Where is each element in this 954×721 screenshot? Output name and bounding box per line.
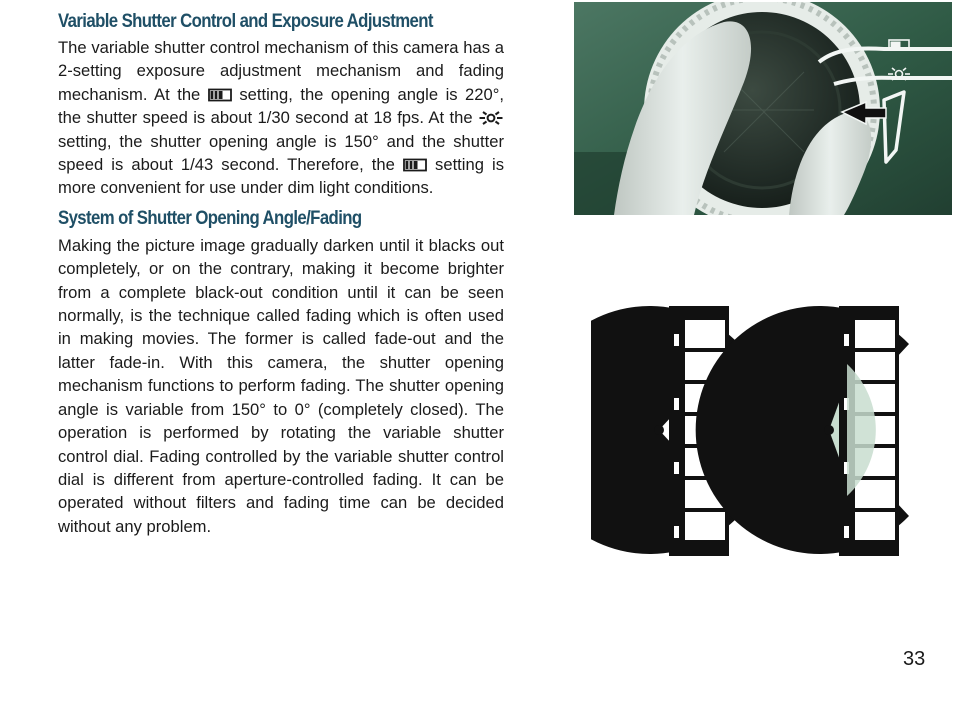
page-number: 33: [903, 648, 926, 670]
section-heading-variable-shutter: Variable Shutter Control and Exposure Adjustment: [58, 10, 433, 32]
text-column: [58, 6, 504, 538]
variable-shutter-paragraph: The variable shutter control mechanism of this camera has a 2-setting exposure adjustment mechanism and fading mechanism. At the setting, the opening angle is 220°, the shutter speed is about 1/30 second at 18 fps. At the setting, the shutter opening angle is 150° and the shutter speed is about 1/43 second. Therefore, the setting is more convenient for use under dim light conditions.: [58, 38, 504, 198]
shutter-fading-diagram: [591, 306, 921, 556]
low-light-setting-icon: [208, 88, 232, 102]
section-heading-fading: System of Shutter Opening Angle/Fading: [58, 206, 362, 229]
fading-paragraph: Making the picture image gradually darken until it blacks out completely, or on the contrary, making it become brighter from a complete black-out condition until it can be seen normally, is the technique called fading which is often used in making movies. The former is called fade-out and the latter fade-in. With this camera, the shutter opening mechanism functions to perform fading. The shutter opening angle is variable from 150° to 0° (completely closed). The operation is performed by rotating the variable shutter control dial. Fading controlled by the variable shutter control dial is different from aperture-controlled fading. It can be operated without filters and fading time can be decided without any problem.: [58, 235, 504, 536]
low-light-setting-icon: [403, 158, 427, 172]
shutter-dial-photo: [574, 2, 952, 215]
daylight-setting-icon: [478, 111, 504, 125]
